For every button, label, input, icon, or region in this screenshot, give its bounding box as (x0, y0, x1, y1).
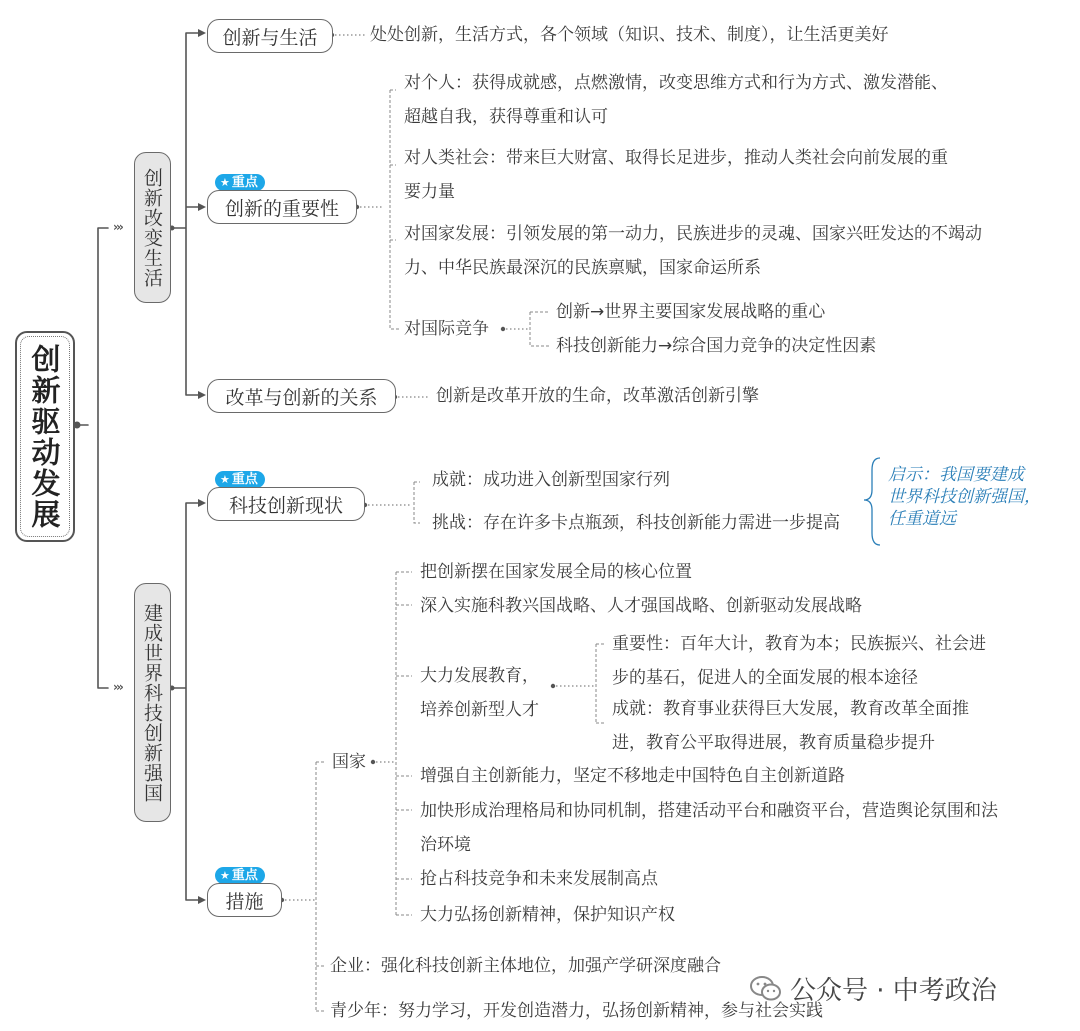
watermark-text: 公众号 · 中考政治 (790, 976, 997, 1006)
leaf-education-importance: 重要性：百年大计，教育为本；民族振兴、社会进步的基石，促进人的全面发展的根本途径 (612, 634, 986, 688)
leaf-country-item: 增强自主创新能力，坚定不移地走中国特色自主创新道路 (420, 766, 845, 786)
node-country[interactable]: 国家 (332, 752, 366, 772)
leaf-status-challenge: 挑战：存在许多卡点瓶颈，科技创新能力需进一步提高 (432, 513, 840, 533)
collapse-chevron-icon[interactable]: ››› (113, 680, 122, 694)
node-reform-and-innovation[interactable] (207, 379, 396, 413)
root-node[interactable] (15, 331, 75, 542)
leaf-country-item: 抢占科技竞争和未来发展制高点 (420, 869, 658, 889)
leaf-enterprise: 企业：强化科技创新主体地位，加强产学研深度融合 (330, 956, 721, 976)
leaf-youth: 青少年：努力学习，开发创造潜力，弘扬创新精神，参与社会实践 (330, 1001, 823, 1021)
node-label: 创新与生活 (222, 26, 318, 49)
leaf-education-achievement: 成就：教育事业获得巨大发展，教育改革全面推进，教育公平取得进展，教育质量稳步提升 (612, 699, 969, 753)
star-icon: ★ (220, 473, 230, 486)
node-measures[interactable] (207, 883, 282, 917)
leaf-importance-country: 对国家发展：引领发展的第一动力，民族进步的灵魂、国家兴旺发达的不竭动力、中华民族最深沉的民族禀赋，国家命运所系 (404, 224, 982, 278)
section-label: 建成世界科技创新强国 (141, 602, 163, 803)
leaf-country-item: 把创新摆在国家发展全局的核心位置 (420, 562, 692, 582)
watermark (750, 970, 997, 1007)
key-point-badge (215, 174, 265, 191)
leaf-reform-detail: 创新是改革开放的生命，改革激活创新引擎 (436, 386, 759, 406)
star-icon: ★ (220, 869, 230, 882)
node-label: 改革与创新的关系 (225, 386, 378, 409)
star-icon: ★ (220, 176, 230, 189)
note-line: 启示：我国要建成 (888, 465, 1024, 485)
leaf-country-item: 深入实施科教兴国战略、人才强国战略、创新驱动发展战略 (420, 596, 862, 616)
node-label: 措施 (225, 890, 264, 913)
leaf-country-item: 大力弘扬创新精神，保护知识产权 (420, 905, 675, 925)
leaf-importance-individual: 对个人：获得成就感，点燃激情，改变思维方式和行为方式、激发潜能、超越自我，获得尊重和认可 (404, 73, 948, 127)
note-line: 世界科技创新强国， (888, 487, 1041, 507)
badge-label: 重点 (231, 472, 258, 487)
leaf-importance-society: 对人类社会：带来巨大财富、取得长足进步，推动人类社会向前发展的重要力量 (404, 148, 948, 202)
leaf-intl-item: 创新→世界主要国家发展战略的重心 (556, 302, 826, 322)
handwritten-note (888, 464, 1041, 530)
root-title: 创新驱动发展 (20, 336, 70, 537)
section-build-tech-power[interactable] (134, 583, 171, 822)
node-label: 创新的重要性 (224, 197, 339, 220)
leaf-country-item: 加快形成治理格局和协同机制，搭建活动平台和融资平台，营造舆论氛围和法治环境 (420, 801, 998, 855)
leaf-status-achievement: 成就：成功进入创新型国家行列 (432, 470, 670, 490)
node-importance-of-innovation[interactable] (207, 190, 357, 224)
leaf-life-detail: 处处创新，生活方式，各个领域（知识、技术、制度），让生活更美好 (370, 25, 889, 45)
key-point-badge (215, 867, 265, 884)
note-line: 任重道远 (888, 509, 956, 529)
collapse-chevron-icon[interactable]: ››› (113, 220, 122, 234)
node-tech-innovation-status[interactable] (207, 487, 365, 521)
node-label: 科技创新现状 (228, 494, 343, 517)
badge-label: 重点 (231, 868, 258, 883)
node-education[interactable]: 大力发展教育，培养创新型人才 (420, 666, 539, 720)
section-label: 创新改变生活 (141, 167, 163, 288)
wechat-icon (750, 975, 782, 1003)
badge-label: 重点 (231, 175, 258, 190)
key-point-badge (215, 471, 265, 488)
node-innovation-and-life[interactable] (207, 19, 333, 53)
node-intl-competition[interactable]: 对国际竞争 (404, 319, 489, 339)
leaf-intl-item: 科技创新能力→综合国力竞争的决定性因素 (556, 336, 877, 356)
section-innovation-changes-life[interactable] (134, 152, 171, 303)
